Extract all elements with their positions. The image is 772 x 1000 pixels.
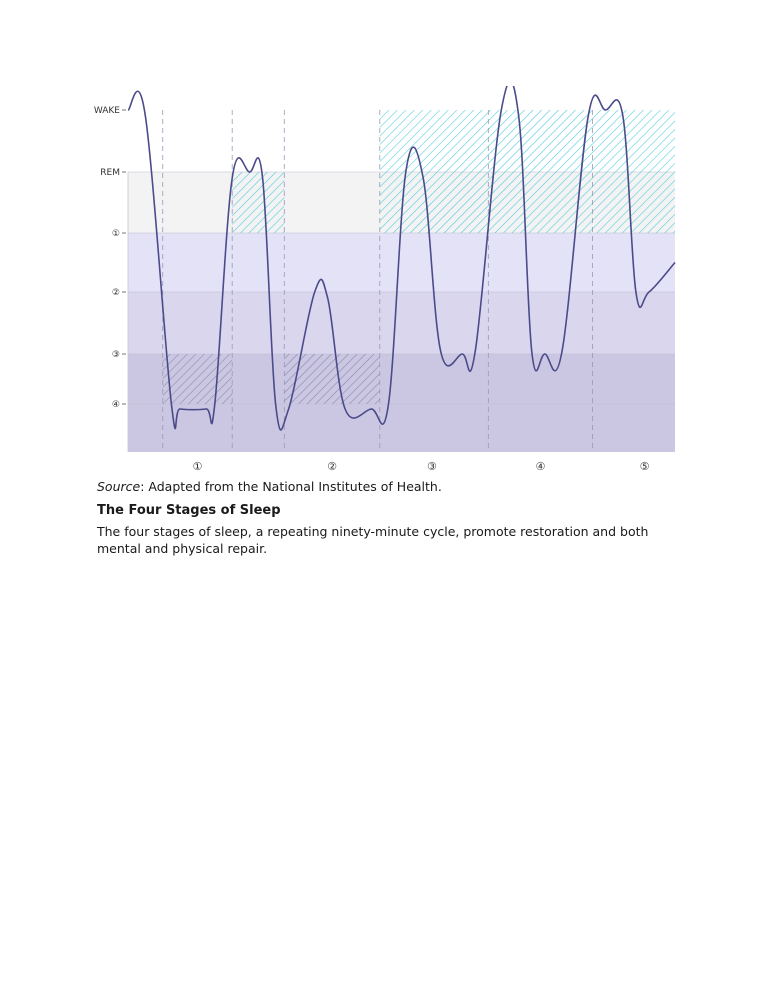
source-label: Source <box>97 479 141 494</box>
y-tick-label-0: WAKE <box>93 106 120 116</box>
x-tick-label-4: ⑤ <box>639 460 650 473</box>
x-tick-label-3: ④ <box>535 460 546 473</box>
section-title: The Four Stages of Sleep <box>97 503 281 518</box>
x-tick-label-0: ① <box>192 460 203 473</box>
band-stage-1 <box>128 233 675 292</box>
x-tick-label-2: ③ <box>426 460 437 473</box>
sleep-stages-chart <box>90 86 690 481</box>
y-tick-label-4: ③ <box>111 350 120 360</box>
x-tick-label-1: ② <box>327 460 337 473</box>
x-axis-ticks <box>193 460 650 473</box>
hatch-rem-1 <box>232 172 284 233</box>
y-tick-label-2: ① <box>111 229 120 239</box>
source-caption <box>97 479 442 494</box>
band-stage-2 <box>128 292 675 354</box>
y-tick-label-1: REM <box>100 168 120 178</box>
y-tick-label-3: ② <box>111 288 120 298</box>
hatch-deep-1 <box>163 354 232 404</box>
section-body: The four stages of sleep, a repeating ninety-minute cycle, promote restoration and both mental and physical repair. <box>97 524 649 556</box>
hatch-deep-2 <box>284 354 380 404</box>
y-tick-label-5: ④ <box>111 400 120 410</box>
y-axis-ticks <box>94 106 126 410</box>
source-text: : Adapted from the National Institutes of Health. <box>140 479 442 494</box>
